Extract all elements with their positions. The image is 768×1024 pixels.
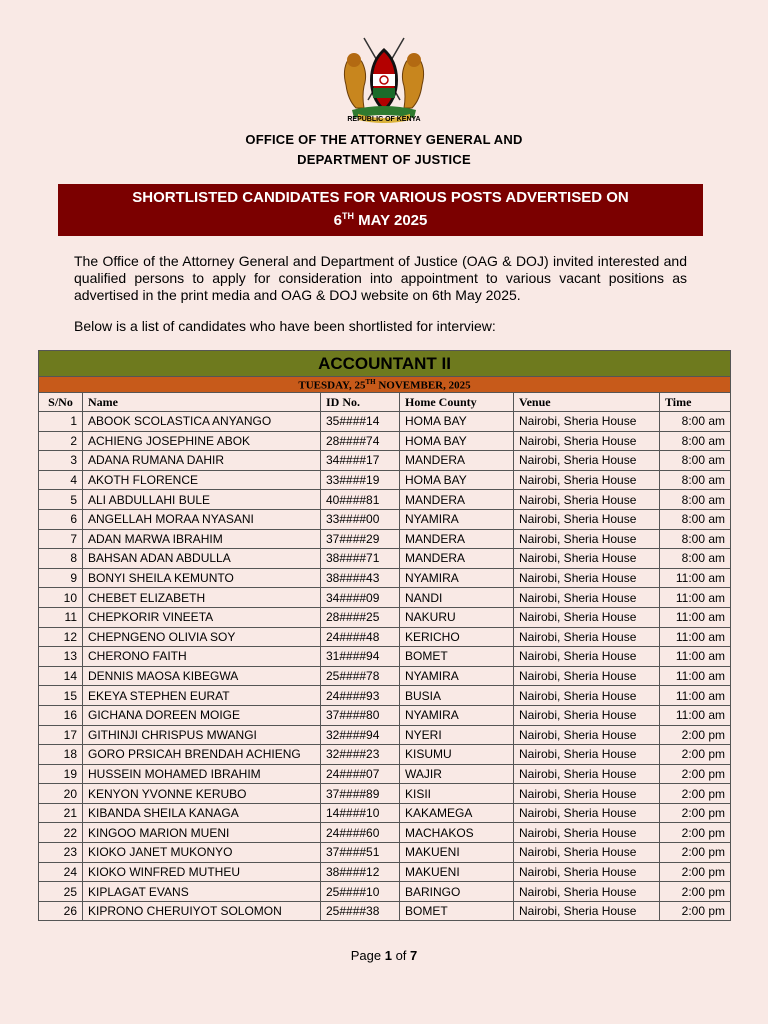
cell-id: 34####17 [321, 451, 400, 471]
cell-time: 11:00 am [660, 686, 731, 706]
table-row [39, 862, 731, 882]
cell-venue: Nairobi, Sheria House [514, 901, 660, 921]
cell-name: GITHINJI CHRISPUS MWANGI [83, 725, 321, 745]
cell-county: MANDERA [400, 490, 514, 510]
cell-venue: Nairobi, Sheria House [514, 882, 660, 902]
cell-county: NAKURU [400, 607, 514, 627]
cell-sno: 23 [39, 843, 83, 863]
cell-name: CHEPKORIR VINEETA [83, 607, 321, 627]
shortlist-banner [58, 184, 703, 236]
office-line-2: DEPARTMENT OF JUSTICE [297, 152, 471, 167]
cell-county: HOMA BAY [400, 470, 514, 490]
cell-sno: 18 [39, 745, 83, 765]
cell-id: 24####48 [321, 627, 400, 647]
cell-id: 37####29 [321, 529, 400, 549]
cell-name: AKOTH FLORENCE [83, 470, 321, 490]
cell-name: CHERONO FAITH [83, 647, 321, 667]
cell-sno: 15 [39, 686, 83, 706]
post-title: ACCOUNTANT II [39, 351, 731, 377]
header-venue: Venue [514, 393, 660, 412]
banner-day: 6 [333, 212, 342, 229]
cell-sno: 7 [39, 529, 83, 549]
table-row [39, 666, 731, 686]
table-row [39, 568, 731, 588]
cell-venue: Nairobi, Sheria House [514, 666, 660, 686]
office-heading [0, 130, 768, 170]
table-row [39, 725, 731, 745]
table-row [39, 607, 731, 627]
cell-id: 37####89 [321, 784, 400, 804]
cell-id: 24####60 [321, 823, 400, 843]
cell-name: EKEYA STEPHEN EURAT [83, 686, 321, 706]
cell-name: GICHANA DOREEN MOIGE [83, 705, 321, 725]
cell-id: 25####38 [321, 901, 400, 921]
date-prefix: TUESDAY, 25 [298, 379, 366, 392]
table-row [39, 451, 731, 471]
cell-id: 25####78 [321, 666, 400, 686]
cell-id: 32####23 [321, 745, 400, 765]
table-row [39, 431, 731, 451]
cell-venue: Nairobi, Sheria House [514, 686, 660, 706]
cell-county: BOMET [400, 901, 514, 921]
table-row [39, 745, 731, 765]
cell-county: NYAMIRA [400, 568, 514, 588]
banner-line-1: SHORTLISTED CANDIDATES FOR VARIOUS POSTS ADVERTISED ON [132, 189, 629, 206]
cell-sno: 4 [39, 470, 83, 490]
interview-date [39, 377, 731, 393]
cell-county: BUSIA [400, 686, 514, 706]
cell-sno: 13 [39, 647, 83, 667]
cell-name: KENYON YVONNE KERUBO [83, 784, 321, 804]
cell-sno: 9 [39, 568, 83, 588]
cell-name: KIOKO WINFRED MUTHEU [83, 862, 321, 882]
cell-venue: Nairobi, Sheria House [514, 647, 660, 667]
cell-time: 11:00 am [660, 607, 731, 627]
interview-date-row [39, 377, 731, 393]
crest-caption: REPUBLIC OF KENYA [347, 116, 421, 123]
cell-venue: Nairobi, Sheria House [514, 705, 660, 725]
header-name: Name [83, 393, 321, 412]
cell-id: 14####10 [321, 803, 400, 823]
cell-venue: Nairobi, Sheria House [514, 588, 660, 608]
kenya-coat-of-arms-icon [334, 30, 434, 126]
cell-sno: 3 [39, 451, 83, 471]
cell-name: ADANA RUMANA DAHIR [83, 451, 321, 471]
cell-time: 2:00 pm [660, 745, 731, 765]
cell-county: HOMA BAY [400, 412, 514, 432]
cell-time: 8:00 am [660, 431, 731, 451]
cell-venue: Nairobi, Sheria House [514, 431, 660, 451]
banner-day-suffix: TH [341, 211, 354, 221]
cell-county: MAKUENI [400, 862, 514, 882]
page-word: Page [350, 948, 385, 963]
banner-line-2 [58, 207, 703, 230]
cell-name: KINGOO MARION MUENI [83, 823, 321, 843]
cell-id: 35####14 [321, 412, 400, 432]
cell-venue: Nairobi, Sheria House [514, 529, 660, 549]
cell-county: KERICHO [400, 627, 514, 647]
cell-name: KIOKO JANET MUKONYO [83, 843, 321, 863]
cell-county: MANDERA [400, 549, 514, 569]
cell-sno: 11 [39, 607, 83, 627]
cell-name: CHEPNGENO OLIVIA SOY [83, 627, 321, 647]
cell-sno: 25 [39, 882, 83, 902]
cell-time: 2:00 pm [660, 862, 731, 882]
table-row [39, 588, 731, 608]
cell-id: 38####12 [321, 862, 400, 882]
cell-sno: 26 [39, 901, 83, 921]
candidates-table [38, 350, 731, 921]
cell-name: ADAN MARWA IBRAHIM [83, 529, 321, 549]
cell-venue: Nairobi, Sheria House [514, 627, 660, 647]
cell-county: BOMET [400, 647, 514, 667]
cell-county: NANDI [400, 588, 514, 608]
cell-time: 11:00 am [660, 568, 731, 588]
table-row [39, 627, 731, 647]
header-sno: S/No [39, 393, 83, 412]
header-id: ID No. [321, 393, 400, 412]
cell-time: 8:00 am [660, 470, 731, 490]
banner-month-year: MAY 2025 [353, 212, 428, 229]
cell-county: KISUMU [400, 745, 514, 765]
cell-county: WAJIR [400, 764, 514, 784]
table-row [39, 764, 731, 784]
cell-time: 8:00 am [660, 451, 731, 471]
cell-time: 11:00 am [660, 666, 731, 686]
table-row [39, 843, 731, 863]
cell-sno: 24 [39, 862, 83, 882]
cell-id: 32####94 [321, 725, 400, 745]
cell-id: 33####00 [321, 509, 400, 529]
cell-sno: 5 [39, 490, 83, 510]
cell-venue: Nairobi, Sheria House [514, 412, 660, 432]
cell-name: BONYI SHEILA KEMUNTO [83, 568, 321, 588]
cell-venue: Nairobi, Sheria House [514, 823, 660, 843]
of-word: of [391, 948, 411, 963]
cell-venue: Nairobi, Sheria House [514, 764, 660, 784]
date-suffix: TH [365, 377, 376, 386]
cell-name: HUSSEIN MOHAMED IBRAHIM [83, 764, 321, 784]
cell-name: ACHIENG JOSEPHINE ABOK [83, 431, 321, 451]
cell-time: 2:00 pm [660, 784, 731, 804]
cell-sno: 2 [39, 431, 83, 451]
cell-name: DENNIS MAOSA KIBEGWA [83, 666, 321, 686]
cell-time: 2:00 pm [660, 843, 731, 863]
table-header-row [39, 393, 731, 412]
cell-name: GORO PRSICAH BRENDAH ACHIENG [83, 745, 321, 765]
cell-venue: Nairobi, Sheria House [514, 509, 660, 529]
cell-time: 8:00 am [660, 549, 731, 569]
cell-venue: Nairobi, Sheria House [514, 549, 660, 569]
cell-time: 8:00 am [660, 490, 731, 510]
cell-id: 31####94 [321, 647, 400, 667]
cell-sno: 10 [39, 588, 83, 608]
cell-county: NYERI [400, 725, 514, 745]
cell-venue: Nairobi, Sheria House [514, 862, 660, 882]
cell-name: BAHSAN ADAN ABDULLA [83, 549, 321, 569]
cell-county: BARINGO [400, 882, 514, 902]
cell-county: NYAMIRA [400, 509, 514, 529]
cell-time: 8:00 am [660, 529, 731, 549]
post-title-row [39, 351, 731, 377]
cell-sno: 19 [39, 764, 83, 784]
cell-time: 2:00 pm [660, 764, 731, 784]
date-rest: NOVEMBER, 2025 [375, 379, 471, 392]
cell-id: 28####74 [321, 431, 400, 451]
cell-sno: 16 [39, 705, 83, 725]
cell-time: 2:00 pm [660, 823, 731, 843]
cell-sno: 14 [39, 666, 83, 686]
cell-id: 40####81 [321, 490, 400, 510]
cell-sno: 6 [39, 509, 83, 529]
cell-id: 33####19 [321, 470, 400, 490]
table-row [39, 647, 731, 667]
cell-id: 28####25 [321, 607, 400, 627]
cell-county: MAKUENI [400, 843, 514, 863]
cell-venue: Nairobi, Sheria House [514, 451, 660, 471]
cell-venue: Nairobi, Sheria House [514, 568, 660, 588]
table-row [39, 470, 731, 490]
cell-name: KIPLAGAT EVANS [83, 882, 321, 902]
cell-name: ANGELLAH MORAA NYASANI [83, 509, 321, 529]
cell-county: HOMA BAY [400, 431, 514, 451]
cell-venue: Nairobi, Sheria House [514, 843, 660, 863]
cell-venue: Nairobi, Sheria House [514, 725, 660, 745]
cell-county: NYAMIRA [400, 666, 514, 686]
cell-time: 8:00 am [660, 412, 731, 432]
cell-sno: 22 [39, 823, 83, 843]
cell-id: 38####43 [321, 568, 400, 588]
header-time: Time [660, 393, 731, 412]
cell-sno: 8 [39, 549, 83, 569]
table-row [39, 784, 731, 804]
cell-venue: Nairobi, Sheria House [514, 490, 660, 510]
table-row [39, 882, 731, 902]
cell-venue: Nairobi, Sheria House [514, 607, 660, 627]
cell-id: 37####51 [321, 843, 400, 863]
page-footer [0, 948, 768, 963]
intro-paragraph: The Office of the Attorney General and Department of Justice (OAG & DOJ) invited interested and qualified persons to apply for consideration into appointment to various vacant positions as advertised in the print media and OAG & DOJ website on 6th May 2025. [74, 253, 687, 303]
cell-venue: Nairobi, Sheria House [514, 745, 660, 765]
page-number: 1 [384, 948, 392, 963]
cell-time: 8:00 am [660, 509, 731, 529]
cell-venue: Nairobi, Sheria House [514, 803, 660, 823]
cell-name: KIBANDA SHEILA KANAGA [83, 803, 321, 823]
cell-id: 25####10 [321, 882, 400, 902]
cell-id: 34####09 [321, 588, 400, 608]
cell-time: 2:00 pm [660, 803, 731, 823]
header-county: Home County [400, 393, 514, 412]
table-row [39, 490, 731, 510]
cell-time: 11:00 am [660, 627, 731, 647]
cell-time: 11:00 am [660, 588, 731, 608]
cell-time: 2:00 pm [660, 901, 731, 921]
cell-id: 37####80 [321, 705, 400, 725]
table-row [39, 803, 731, 823]
cell-time: 2:00 pm [660, 725, 731, 745]
cell-id: 24####93 [321, 686, 400, 706]
table-row [39, 549, 731, 569]
cell-county: NYAMIRA [400, 705, 514, 725]
cell-sno: 1 [39, 412, 83, 432]
page-total: 7 [410, 948, 418, 963]
table-row [39, 705, 731, 725]
table-row [39, 529, 731, 549]
cell-name: CHEBET ELIZABETH [83, 588, 321, 608]
table-row [39, 509, 731, 529]
cell-time: 11:00 am [660, 705, 731, 725]
cell-time: 11:00 am [660, 647, 731, 667]
office-line-1: OFFICE OF THE ATTORNEY GENERAL AND [245, 132, 523, 147]
table-row [39, 823, 731, 843]
cell-sno: 17 [39, 725, 83, 745]
cell-county: KISII [400, 784, 514, 804]
cell-sno: 20 [39, 784, 83, 804]
cell-county: KAKAMEGA [400, 803, 514, 823]
cell-county: MANDERA [400, 451, 514, 471]
cell-name: KIPRONO CHERUIYOT SOLOMON [83, 901, 321, 921]
cell-venue: Nairobi, Sheria House [514, 470, 660, 490]
lead-sentence: Below is a list of candidates who have been shortlisted for interview: [74, 318, 496, 334]
cell-sno: 12 [39, 627, 83, 647]
cell-name: ALI ABDULLAHI BULE [83, 490, 321, 510]
cell-venue: Nairobi, Sheria House [514, 784, 660, 804]
table-row [39, 412, 731, 432]
cell-county: MACHAKOS [400, 823, 514, 843]
table-body [39, 412, 731, 921]
table-row [39, 686, 731, 706]
table-row [39, 901, 731, 921]
cell-sno: 21 [39, 803, 83, 823]
cell-county: MANDERA [400, 529, 514, 549]
cell-id: 38####71 [321, 549, 400, 569]
cell-name: ABOOK SCOLASTICA ANYANGO [83, 412, 321, 432]
cell-id: 24####07 [321, 764, 400, 784]
cell-time: 2:00 pm [660, 882, 731, 902]
